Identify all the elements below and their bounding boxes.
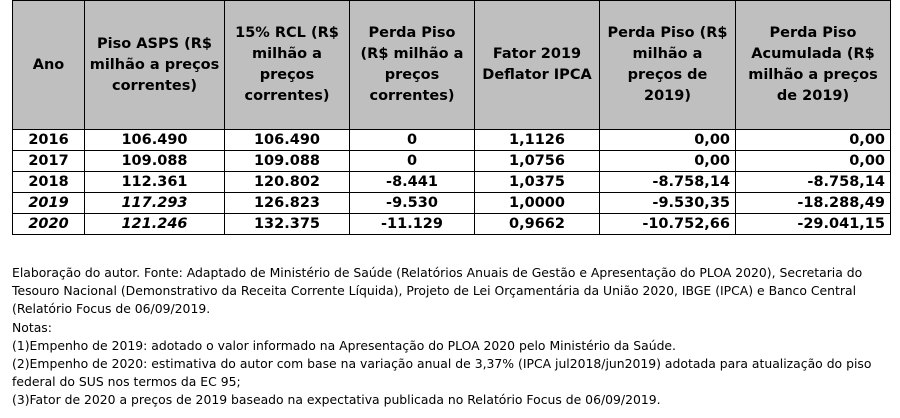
cell-acumulada: -29.041,15 — [736, 214, 891, 235]
header-row — [13, 1, 891, 130]
table-row — [13, 214, 891, 235]
header-ano: Ano — [13, 1, 85, 130]
table-row — [13, 130, 891, 151]
note-3: (3)Fator de 2020 a preços de 2019 baseado na expectativa publicada no Relatório Focus de 06/09/2019. — [12, 392, 661, 408]
cell-piso: 121.246 — [85, 214, 225, 235]
notes-title: Notas: — [12, 319, 52, 335]
cell-perda: 0 — [350, 151, 475, 172]
note-2: (2)Empenho de 2020: estimativa do autor com base na variação anual de 3,37% (IPCA jul2018/jun2019) adotada para atualização do piso federal do SUS nos termos da EC 95; — [12, 356, 872, 390]
cell-rcl: 109.088 — [225, 151, 350, 172]
cell-piso: 106.490 — [85, 130, 225, 151]
header-perda-2019: Perda Piso (R$ milhão a preços de 2019) — [600, 1, 736, 130]
cell-acumulada: -18.288,49 — [736, 193, 891, 214]
header-perda-acumulada: Perda Piso Acumulada (R$ milhão a preços de 2019) — [736, 1, 891, 130]
header-piso-asps: Piso ASPS (R$ milhão a preços correntes) — [85, 1, 225, 130]
cell-ano: 2019 — [13, 193, 85, 214]
cell-rcl: 132.375 — [225, 214, 350, 235]
cell-piso: 117.293 — [85, 193, 225, 214]
cell-perda: -11.129 — [350, 214, 475, 235]
cell-ano: 2020 — [13, 214, 85, 235]
cell-piso: 109.088 — [85, 151, 225, 172]
cell-acumulada: -8.758,14 — [736, 172, 891, 193]
cell-fator: 1,0756 — [475, 151, 600, 172]
cell-perda-2019: 0,00 — [600, 130, 736, 151]
table-row — [13, 193, 891, 214]
table-row — [13, 172, 891, 193]
cell-rcl: 120.802 — [225, 172, 350, 193]
cell-ano: 2016 — [13, 130, 85, 151]
loss-table — [12, 0, 891, 235]
header-rcl: 15% RCL (R$ milhão a preços correntes) — [225, 1, 350, 130]
notes-block — [12, 264, 897, 410]
cell-fator: 1,1126 — [475, 130, 600, 151]
cell-acumulada: 0,00 — [736, 130, 891, 151]
cell-acumulada: 0,00 — [736, 151, 891, 172]
cell-ano: 2017 — [13, 151, 85, 172]
cell-fator: 1,0375 — [475, 172, 600, 193]
cell-fator: 1,0000 — [475, 193, 600, 214]
header-fator: Fator 2019 Deflator IPCA — [475, 1, 600, 130]
note-1: (1)Empenho de 2019: adotado o valor informado na Apresentação do PLOA 2020 pelo Ministério da Saúde. — [12, 337, 676, 353]
cell-ano: 2018 — [13, 172, 85, 193]
cell-perda: -8.441 — [350, 172, 475, 193]
cell-perda-2019: -9.530,35 — [600, 193, 736, 214]
source-note: Elaboração do autor. Fonte: Adaptado de Ministério de Saúde (Relatórios Anuais de Gestão e Apresentação do PLOA 2020), Secretaria do Tesouro Nacional (Demonstrativo da Receita Corrente Líquida), Projeto de Lei Orçamentária da União 2020, IBGE (IPCA) e Banco Central (Relatório Focus de 06/09/2019. — [12, 265, 863, 317]
header-perda-piso: Perda Piso (R$ milhão a preços correntes) — [350, 1, 475, 130]
cell-rcl: 126.823 — [225, 193, 350, 214]
table-container — [12, 0, 890, 235]
cell-perda: -9.530 — [350, 193, 475, 214]
cell-piso: 112.361 — [85, 172, 225, 193]
cell-perda-2019: 0,00 — [600, 151, 736, 172]
cell-perda-2019: -10.752,66 — [600, 214, 736, 235]
table-row — [13, 151, 891, 172]
cell-rcl: 106.490 — [225, 130, 350, 151]
cell-fator: 0,9662 — [475, 214, 600, 235]
cell-perda-2019: -8.758,14 — [600, 172, 736, 193]
cell-perda: 0 — [350, 130, 475, 151]
